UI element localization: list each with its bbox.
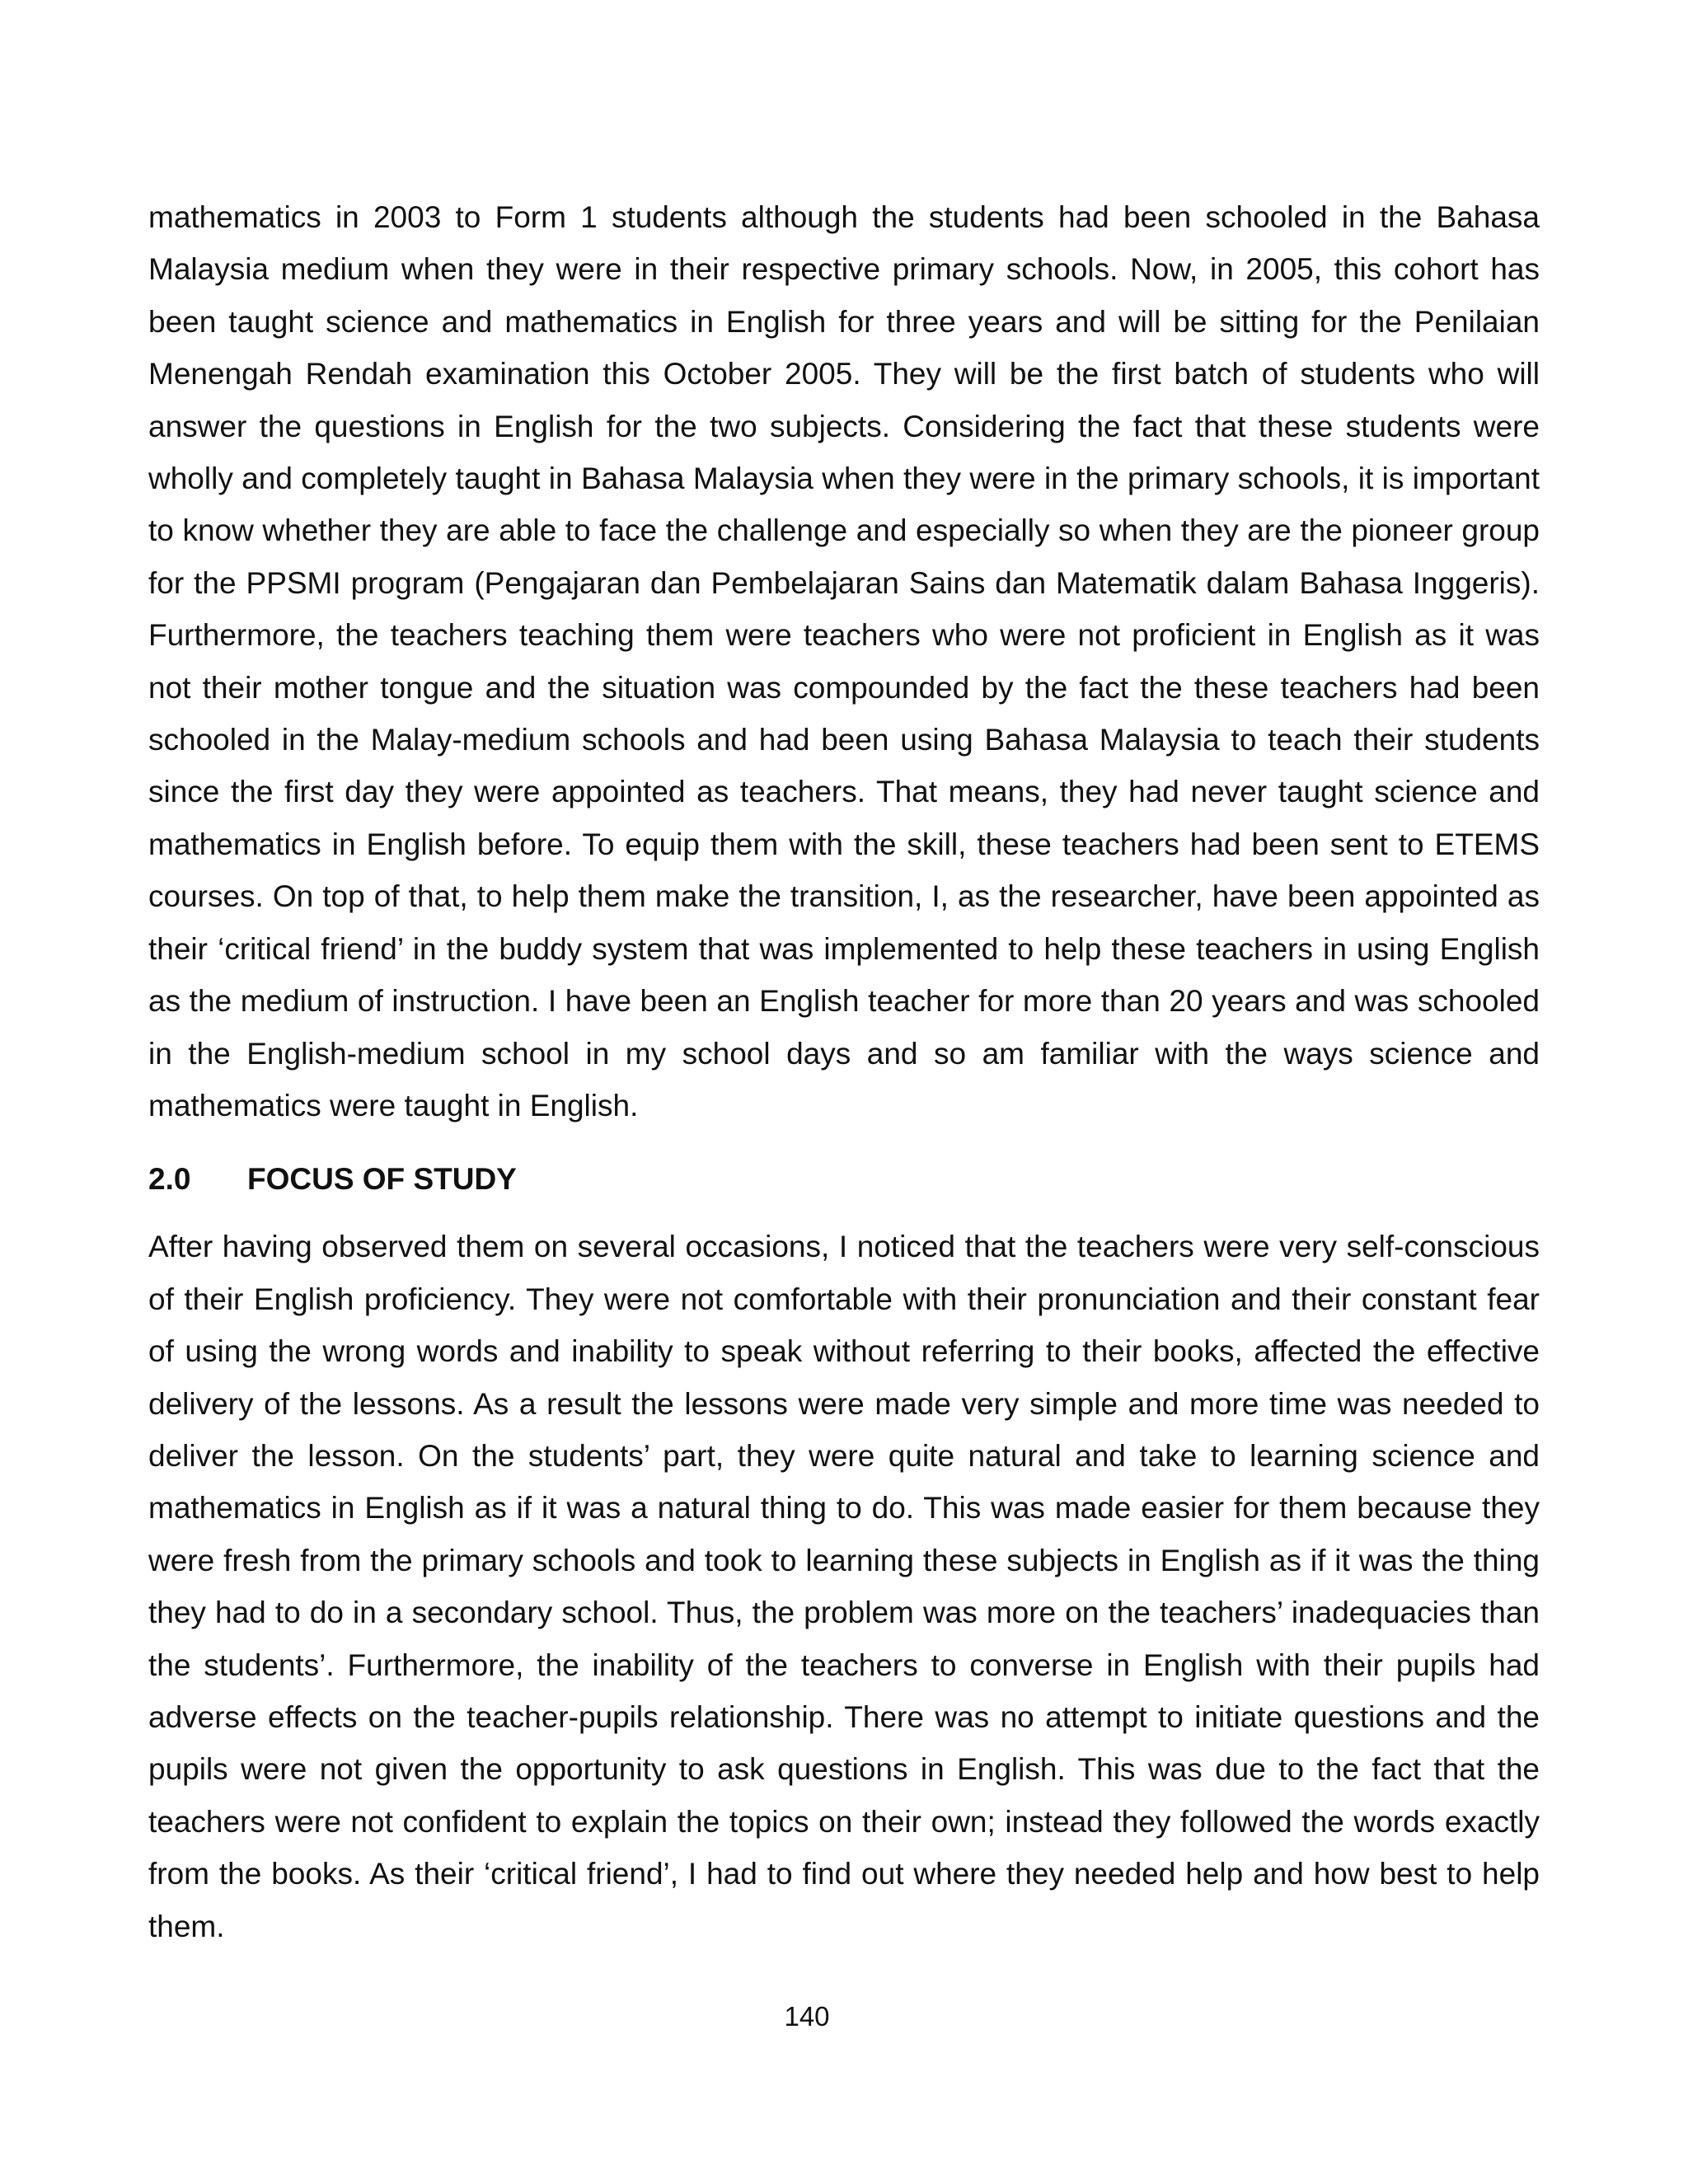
section-heading — [148, 1156, 1540, 1202]
section-number: 2.0 — [148, 1162, 191, 1197]
document-page — [148, 191, 1540, 1952]
page-number: 140 — [784, 2001, 830, 2032]
paragraph-intro-continuation: mathematics in 2003 to Form 1 students although the students had been schooled in the Bahasa Malaysia medium when they were in their respective primary schools. Now, in 2005, this cohort has been taught science and mathematics in English for three years and will be sitting for the Penilaian Menengah Rendah examination this October 2005. They will be the first batch of students who will answer the questions in English for the two subjects. Considering the fact that these students were wholly and completely taught in Bahasa Malaysia when they were in the primary schools, it is important to know whether they are able to face the challenge and especially so when they are the pioneer group for the PPSMI program (Pengajaran dan Pembelajaran Sains dan Matematik dalam Bahasa Inggeris). Furthermore, the teachers teaching them were teachers who were not proficient in English as it was not their mother tongue and the situation was compounded by the fact the these teachers had been schooled in the Malay-medium schools and had been using Bahasa Malaysia to teach their students since the first day they were appointed as teachers. That means, they had never taught science and mathematics in English before. To equip them with the skill, these teachers had been sent to ETEMS courses. On top of that, to help them make the transition, I, as the researcher, have been appointed as their ‘critical friend’ in the buddy system that was implemented to help these teachers in using English as the medium of instruction. I have been an English teacher for more than 20 years and was schooled in the English-medium school in my school days and so am familiar with the ways science and mathematics were taught in English. — [148, 200, 1540, 1122]
paragraph-focus-of-study: After having observed them on several occasions, I noticed that the teachers were very self-conscious of their English proficiency. They were not comfortable with their pronunciation and their constant fear of using the wrong words and inability to speak without referring to their books, affected the effective delivery of the lessons. As a result the lessons were made very simple and more time was needed to deliver the lesson. On the students’ part, they were quite natural and take to learning science and mathematics in English as if it was a natural thing to do. This was made easier for them because they were fresh from the primary schools and took to learning these subjects in English as if it was the thing they had to do in a secondary school. Thus, the problem was more on the teachers’ inadequacies than the students’. Furthermore, the inability of the teachers to converse in English with their pupils had adverse effects on the teacher-pupils relationship. There was no attempt to initiate questions and the pupils were not given the opportunity to ask questions in English. This was due to the fact that the teachers were not confident to explain the topics on their own; instead they followed the words exactly from the books. As their ‘critical friend’, I had to find out where they needed help and how best to help them. — [148, 1230, 1540, 1943]
section-title: FOCUS OF STUDY — [247, 1162, 517, 1197]
